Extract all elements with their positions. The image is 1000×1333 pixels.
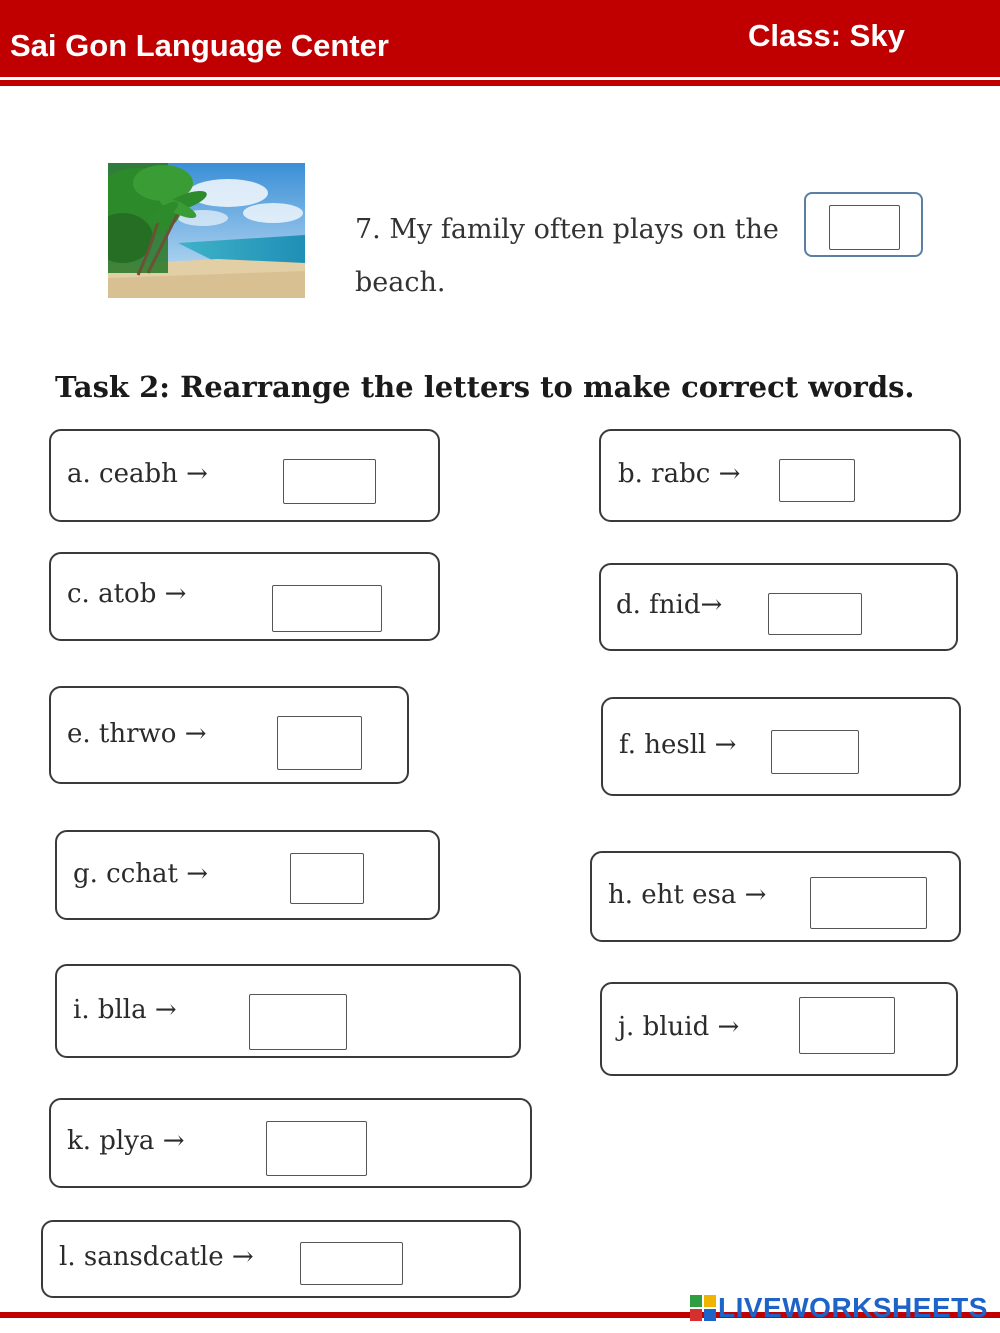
item-i-answer-box[interactable] <box>249 994 347 1050</box>
item-i-label: i. blla → <box>73 995 177 1025</box>
item-d-answer-box[interactable] <box>768 593 862 635</box>
item-e-label: e. thrwo → <box>67 719 207 749</box>
header-divider <box>0 80 1000 86</box>
liveworksheets-logo-icon <box>690 1295 716 1321</box>
center-name: Sai Gon Language Center <box>10 28 389 63</box>
watermark-text: LIVEWORKSHEETS <box>718 1292 988 1323</box>
item-e-answer-box[interactable] <box>277 716 362 770</box>
question-7-text: 7. My family often plays on the beach. <box>355 214 779 298</box>
item-k-answer-box[interactable] <box>266 1121 367 1176</box>
item-c-label: c. atob → <box>67 579 187 609</box>
item-l-label: l. sansdcatle → <box>59 1242 254 1272</box>
item-b-answer-box[interactable] <box>779 459 855 502</box>
item-g-label: g. cchat → <box>73 859 209 889</box>
item-h-label: h. eht esa → <box>608 880 767 910</box>
item-b-label: b. rabc → <box>618 459 741 489</box>
item-j-label: j. bluid → <box>618 1012 740 1042</box>
item-d-label: d. fnid→ <box>616 590 723 620</box>
class-label: Class: Sky <box>748 18 905 53</box>
item-h-answer-box[interactable] <box>810 877 927 929</box>
question-7-answer-box[interactable] <box>829 205 900 250</box>
item-g-answer-box[interactable] <box>290 853 364 904</box>
item-f-answer-box[interactable] <box>771 730 859 774</box>
header-bar <box>0 0 1000 77</box>
item-a-answer-box[interactable] <box>283 459 376 504</box>
item-l-answer-box[interactable] <box>300 1242 403 1285</box>
liveworksheets-watermark <box>690 1292 988 1324</box>
item-c-answer-box[interactable] <box>272 585 382 632</box>
task-2-title: Task 2: Rearrange the letters to make correct words. <box>55 370 915 404</box>
item-k-label: k. plya → <box>67 1126 185 1156</box>
item-a-label: a. ceabh → <box>67 459 208 489</box>
beach-image <box>108 163 305 298</box>
item-f-label: f. hesll → <box>619 730 737 760</box>
item-j-answer-box[interactable] <box>799 997 895 1054</box>
